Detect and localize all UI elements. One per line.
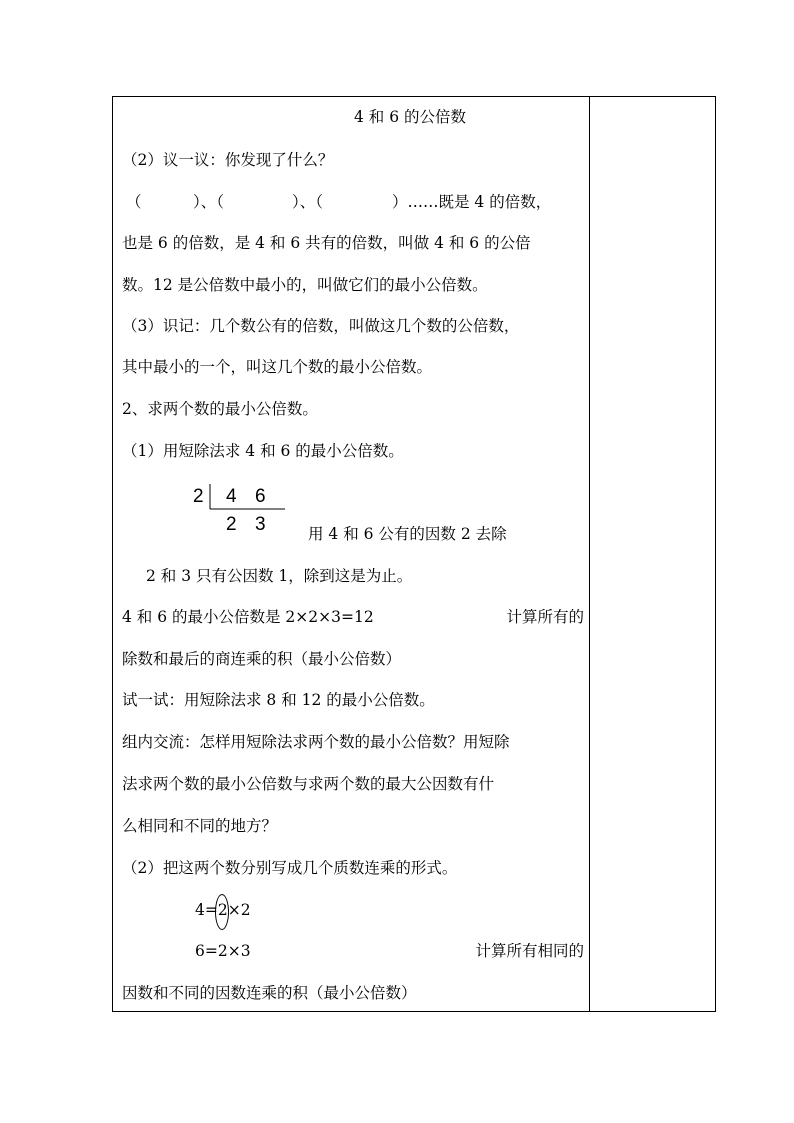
column-divider [589, 96, 590, 1012]
dividend-b: 6 [255, 486, 266, 507]
text-line-10: 2 和 3 只有公因数 1，除到这是为止。 [146, 567, 413, 585]
text-line-6: 其中最小的一个，叫这几个数的最小公倍数。 [122, 358, 433, 376]
try-it-line: 试一试：用短除法求 8 和 12 的最小公倍数。 [122, 691, 435, 709]
blank-open-1: （ [126, 193, 142, 211]
division-note: 用 4 和 6 公有的因数 2 去除 [308, 525, 507, 543]
discussion-line-1: 组内交流：怎样用短除法求两个数的最小公倍数？用短除 [122, 733, 510, 751]
divisor: 2 [193, 486, 204, 507]
circled-common-factor [215, 894, 229, 930]
text-line-1: （2）议一议：你发现了什么？ [122, 151, 334, 169]
text-line-5: （3）识记：几个数公有的倍数，叫做这几个数的公倍数， [122, 317, 520, 335]
text-line-3: 也是 6 的倍数，是 4 和 6 共有的倍数，叫做 4 和 6 的公倍 [122, 234, 531, 252]
quotient-a: 2 [226, 514, 237, 534]
discussion-line-2: 法求两个数的最小公倍数与求两个数的最大公因数有什 [122, 775, 495, 793]
page-title: 4 和 6 的公倍数 [354, 108, 467, 126]
lcm-result: 4 和 6 的最小公倍数是 2×2×3=12 [122, 608, 374, 626]
text-line-8: （1）用短除法求 4 和 6 的最小公倍数。 [122, 442, 404, 460]
blank-sep-1: ）、（ [193, 193, 225, 211]
dividend-a: 4 [226, 486, 237, 507]
short-division-diagram [190, 478, 290, 534]
text-line-4: 数。12 是公倍数中最小的，叫做它们的最小公倍数。 [122, 276, 488, 294]
text-line-11 [122, 607, 584, 627]
text-line-12: 除数和最后的商连乘的积（最小公倍数） [122, 650, 402, 668]
text-line-20: 因数和不同的因数连乘的积（最小公倍数） [122, 984, 417, 1002]
text-line-19 [195, 941, 584, 961]
quotient-b: 3 [255, 514, 266, 534]
factor-note-start: 计算所有相同的 [475, 942, 584, 960]
discussion-line-3: 么相同和不同的地方？ [122, 817, 278, 835]
factorization-4: 4=2×2 [195, 901, 251, 919]
lcm-note-start: 计算所有的 [506, 608, 584, 626]
blank-sep-2: ）、（ [292, 193, 324, 211]
blank-close: ）……既是 4 的倍数， [392, 193, 552, 211]
factorization-6: 6=2×3 [195, 942, 251, 960]
text-line-17: （2）把这两个数分别写成几个质数连乘的形式。 [122, 859, 458, 877]
section-heading-2: 2、求两个数的最小公倍数。 [122, 400, 318, 418]
